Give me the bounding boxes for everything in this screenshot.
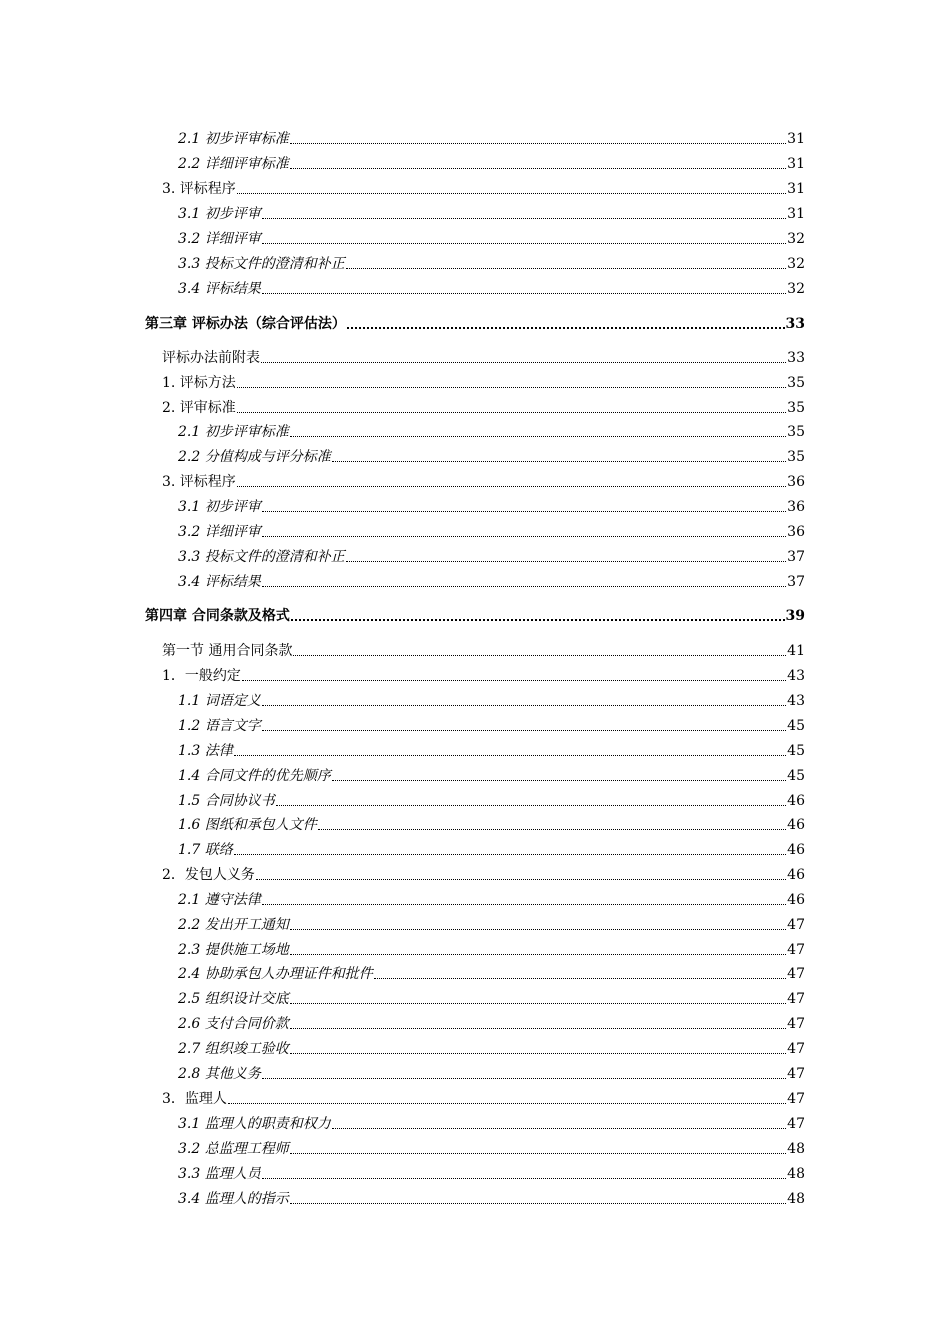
toc-entry[interactable] <box>178 226 805 248</box>
toc-entry[interactable] <box>178 1186 805 1208</box>
dot-leader <box>262 891 786 909</box>
toc-entry-label: 2. 评审标准 <box>162 400 236 416</box>
toc-entry-label: 2.5 组织设计交底 <box>178 991 289 1007</box>
toc-entry-page-number: 47 <box>787 942 805 958</box>
toc-entry-page-number: 36 <box>787 474 805 490</box>
toc-entry-label: 3.3 投标文件的澄清和补正 <box>178 549 345 565</box>
toc-entry-label: 2.3 提供施工场地 <box>178 942 289 958</box>
dot-leader <box>332 448 786 466</box>
toc-entry-label: 3.3 投标文件的澄清和补正 <box>178 256 345 272</box>
toc-entry[interactable] <box>178 444 805 466</box>
toc-entry[interactable] <box>162 862 805 884</box>
toc-entry[interactable] <box>178 887 805 909</box>
toc-entry[interactable] <box>178 812 805 834</box>
toc-entry[interactable] <box>162 1086 805 1108</box>
toc-entry[interactable] <box>162 345 805 367</box>
toc-entry-page-number: 31 <box>787 131 805 147</box>
toc-entry[interactable] <box>178 251 805 273</box>
toc-entry-page-number: 35 <box>787 449 805 465</box>
dot-leader <box>261 349 786 367</box>
toc-entry-page-number: 46 <box>787 793 805 809</box>
toc-entry-page-number: 45 <box>787 718 805 734</box>
toc-entry[interactable] <box>178 1136 805 1158</box>
toc-entry-label: 3.1 初步评审 <box>178 206 261 222</box>
dot-leader <box>290 1190 786 1208</box>
toc-entry-label: 3.1 初步评审 <box>178 499 261 515</box>
toc-entry-page-number: 31 <box>787 156 805 172</box>
toc-entry[interactable] <box>178 276 805 298</box>
toc-entry-label: 3.3 监理人员 <box>178 1166 261 1182</box>
dot-leader <box>237 180 786 198</box>
toc-entry-label: 1.1 词语定义 <box>178 693 261 709</box>
toc-entry-label: 3. 评标程序 <box>162 181 236 197</box>
toc-entry-page-number: 35 <box>787 400 805 416</box>
toc-entry-label: 1.5 合同协议书 <box>178 793 275 809</box>
toc-entry[interactable] <box>162 395 805 417</box>
dot-leader <box>234 742 786 760</box>
toc-entry-label: 3.4 监理人的指示 <box>178 1191 289 1207</box>
dot-leader <box>290 990 786 1008</box>
toc-entry-page-number: 48 <box>787 1141 805 1157</box>
toc-entry-label: 1. 评标方法 <box>162 375 236 391</box>
dot-leader <box>228 1090 786 1108</box>
toc-entry-label: 3.2 详细评审 <box>178 231 261 247</box>
toc-entry-page-number: 37 <box>787 574 805 590</box>
toc-entry[interactable] <box>178 961 805 983</box>
toc-entry[interactable] <box>178 1036 805 1058</box>
toc-entry-label: 第四章 合同条款及格式 <box>145 608 290 624</box>
toc-entry-label: 2.1 初步评审标准 <box>178 424 289 440</box>
toc-entry-label: 3.2 总监理工程师 <box>178 1141 289 1157</box>
toc-entry-page-number: 47 <box>787 1116 805 1132</box>
toc-entry-page-number: 46 <box>787 867 805 883</box>
dot-leader <box>374 965 786 983</box>
toc-entry-label: 1．一般约定 <box>162 668 241 684</box>
toc-entry-page-number: 46 <box>787 892 805 908</box>
dot-leader <box>290 916 786 934</box>
toc-entry-label: 3.1 监理人的职责和权力 <box>178 1116 331 1132</box>
toc-entry-page-number: 32 <box>787 231 805 247</box>
toc-entry[interactable] <box>162 469 805 491</box>
toc-entry[interactable] <box>178 151 805 173</box>
toc-entry[interactable] <box>178 1161 805 1183</box>
dot-leader <box>291 607 785 625</box>
dot-leader <box>290 1040 786 1058</box>
toc-entry[interactable] <box>178 788 805 810</box>
dot-leader <box>332 1115 786 1133</box>
toc-entry-page-number: 35 <box>787 375 805 391</box>
toc-entry-page-number: 37 <box>787 549 805 565</box>
toc-entry-page-number: 47 <box>787 1041 805 1057</box>
dot-leader <box>262 1065 786 1083</box>
toc-entry-label: 3．监理人 <box>162 1091 227 1107</box>
toc-entry[interactable] <box>178 1061 805 1083</box>
toc-entry-label: 2.6 支付合同价款 <box>178 1016 289 1032</box>
toc-entry-page-number: 45 <box>787 743 805 759</box>
toc-entry[interactable] <box>178 126 805 148</box>
toc-entry[interactable] <box>178 688 805 710</box>
toc-entry[interactable] <box>178 763 805 785</box>
toc-chapter-entry[interactable] <box>145 311 805 333</box>
dot-leader <box>290 1140 786 1158</box>
dot-leader <box>290 1015 786 1033</box>
toc-entry[interactable] <box>178 519 805 541</box>
toc-entry-page-number: 46 <box>787 842 805 858</box>
toc-entry[interactable] <box>178 201 805 223</box>
toc-entry-page-number: 33 <box>785 316 805 332</box>
dot-leader <box>237 399 786 417</box>
toc-entry-label: 1.4 合同文件的优先顺序 <box>178 768 331 784</box>
dot-leader <box>276 792 786 810</box>
toc-entry-label: 第三章 评标办法（综合评估法） <box>145 316 346 332</box>
toc-entry-label: 3.2 详细评审 <box>178 524 261 540</box>
toc-entry[interactable] <box>162 176 805 198</box>
toc-entry[interactable] <box>178 1111 805 1133</box>
toc-entry-label: 1.7 联络 <box>178 842 233 858</box>
dot-leader <box>234 841 786 859</box>
dot-leader <box>262 498 786 516</box>
dot-leader <box>237 374 786 392</box>
toc-entry-page-number: 41 <box>787 643 805 659</box>
toc-entry[interactable] <box>178 1011 805 1033</box>
toc-chapter-entry[interactable] <box>145 603 805 625</box>
toc-entry[interactable] <box>178 544 805 566</box>
toc-entry-label: 2.1 遵守法律 <box>178 892 261 908</box>
dot-leader <box>262 1165 786 1183</box>
toc-entry-page-number: 32 <box>787 256 805 272</box>
toc-entry-page-number: 47 <box>787 991 805 1007</box>
dot-leader <box>262 573 786 591</box>
toc-entry[interactable] <box>178 569 805 591</box>
toc-entry-page-number: 47 <box>787 966 805 982</box>
dot-leader <box>237 473 786 491</box>
toc-entry[interactable] <box>178 986 805 1008</box>
toc-entry-label: 1.6 图纸和承包人文件 <box>178 817 317 833</box>
toc-entry-page-number: 31 <box>787 181 805 197</box>
dot-leader <box>290 155 786 173</box>
dot-leader <box>262 717 786 735</box>
toc-entry-label: 第一节 通用合同条款 <box>162 643 293 659</box>
dot-leader <box>262 205 786 223</box>
toc-entry[interactable] <box>162 370 805 392</box>
toc-entry-page-number: 47 <box>787 917 805 933</box>
dot-leader <box>262 523 786 541</box>
toc-entry-page-number: 39 <box>785 608 805 624</box>
toc-entry-page-number: 47 <box>787 1091 805 1107</box>
toc-entry[interactable] <box>178 419 805 441</box>
toc-entry-label: 3. 评标程序 <box>162 474 236 490</box>
toc-entry[interactable] <box>162 663 805 685</box>
dot-leader <box>347 315 785 333</box>
toc-entry-label: 2.2 详细评审标准 <box>178 156 289 172</box>
toc-entry[interactable] <box>178 912 805 934</box>
dot-leader <box>290 423 786 441</box>
toc-entry-label: 3.4 评标结果 <box>178 574 261 590</box>
toc-entry-label: 1.2 语言文字 <box>178 718 261 734</box>
dot-leader <box>332 767 786 785</box>
dot-leader <box>346 548 786 566</box>
toc-entry[interactable] <box>162 638 805 660</box>
toc-entry-page-number: 31 <box>787 206 805 222</box>
toc-entry-page-number: 47 <box>787 1066 805 1082</box>
toc-entry-label: 2.4 协助承包人办理证件和批件 <box>178 966 373 982</box>
toc-entry-page-number: 35 <box>787 424 805 440</box>
dot-leader <box>262 280 786 298</box>
toc-entry-page-number: 36 <box>787 499 805 515</box>
toc-entry-label: 2．发包人义务 <box>162 867 255 883</box>
toc-entry[interactable] <box>178 713 805 735</box>
toc-entry[interactable] <box>178 837 805 859</box>
dot-leader <box>290 130 786 148</box>
toc-entry-label: 评标办法前附表 <box>162 350 260 366</box>
toc-entry[interactable] <box>178 937 805 959</box>
dot-leader <box>346 255 786 273</box>
toc-entry-page-number: 32 <box>787 281 805 297</box>
toc-entry-page-number: 47 <box>787 1016 805 1032</box>
dot-leader <box>262 692 786 710</box>
dot-leader <box>242 667 786 685</box>
toc-entry-label: 1.3 法律 <box>178 743 233 759</box>
toc-entry-page-number: 48 <box>787 1191 805 1207</box>
dot-leader <box>256 866 786 884</box>
dot-leader <box>293 642 786 660</box>
dot-leader <box>262 230 786 248</box>
toc-entry[interactable] <box>178 738 805 760</box>
toc-entry-label: 2.2 分值构成与评分标准 <box>178 449 331 465</box>
toc-entry-label: 3.4 评标结果 <box>178 281 261 297</box>
toc-entry[interactable] <box>178 494 805 516</box>
toc-entry-page-number: 48 <box>787 1166 805 1182</box>
toc-entry-label: 2.8 其他义务 <box>178 1066 261 1082</box>
toc-entry-page-number: 43 <box>787 693 805 709</box>
toc-entry-page-number: 33 <box>787 350 805 366</box>
toc-entry-page-number: 46 <box>787 817 805 833</box>
toc-entry-page-number: 43 <box>787 668 805 684</box>
dot-leader <box>290 941 786 959</box>
toc-entry-page-number: 45 <box>787 768 805 784</box>
toc-entry-label: 2.2 发出开工通知 <box>178 917 289 933</box>
toc-entry-page-number: 36 <box>787 524 805 540</box>
dot-leader <box>318 816 786 834</box>
toc-entry-label: 2.1 初步评审标准 <box>178 131 289 147</box>
toc-entry-label: 2.7 组织竣工验收 <box>178 1041 289 1057</box>
